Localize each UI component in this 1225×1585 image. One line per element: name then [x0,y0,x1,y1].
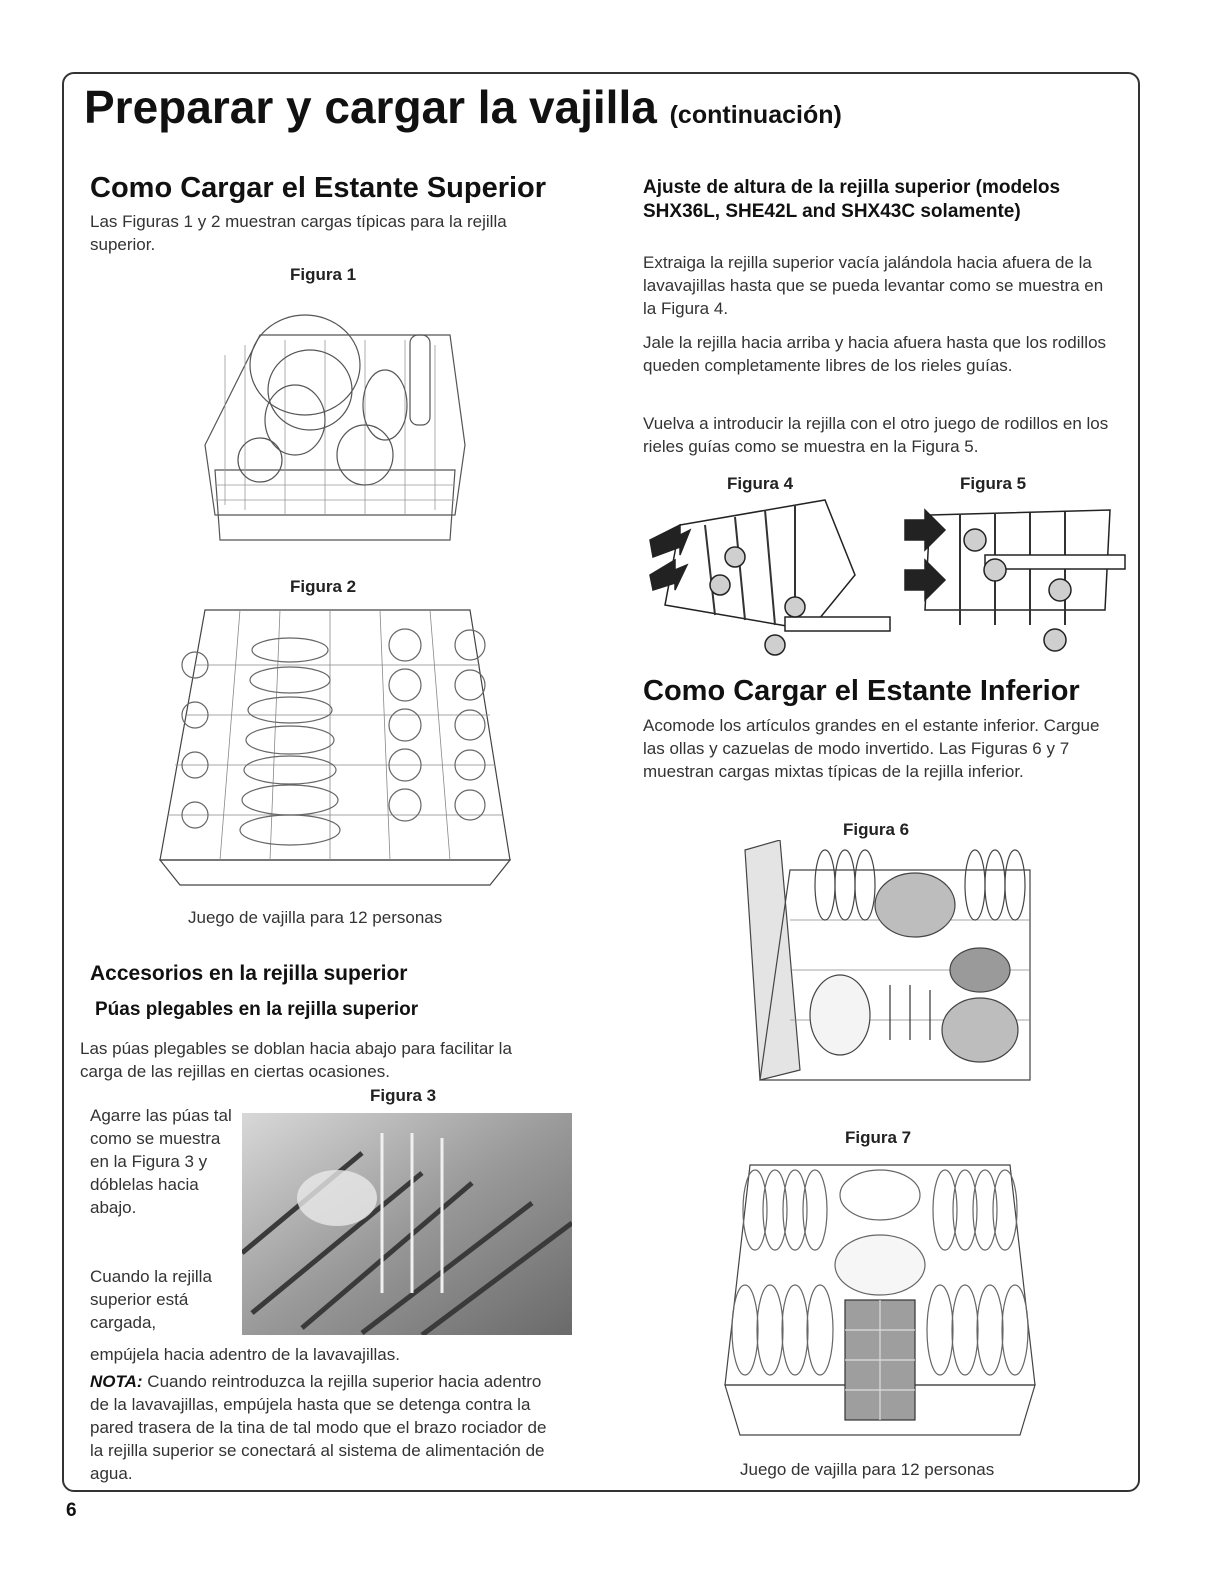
grab-tines-text: Agarre las púas tal como se muestra en la Figura 3 y dóblelas hacia abajo. [90,1106,232,1217]
lower-rack-text: Acomode los artículos grandes en el estante inferior. Cargue las ollas y cazuelas de modo invertido. Las Figuras 6 y 7 muestran cargas mixtas típicas de la rejilla inferior. [643,716,1100,781]
rack-height-step-1: Extraiga la rejilla superior vacía jalándola hacia afuera de la lavavajillas hasta que se pueda levantar como se muestra en la Figura 4. [643,253,1104,318]
figure-4-rack-lift-image [645,495,895,665]
figure-3-tines-photo [242,1113,572,1335]
rack-loaded-text: Cuando la rejilla superior está cargada, [90,1267,212,1332]
note-text: Cuando reintroduzca la rejilla superior hacia adentro de la lavavajillas, empújela hasta que se detenga contra la pared trasera de la tina de tal modo que el brazo rociador de la rejilla superior se conectará al sistema de alimentación de agua. [90,1372,547,1483]
figure-2-caption: Juego de vajilla para 12 personas [188,908,443,927]
rack-height-step-3: Vuelva a introducir la rejilla con el otro juego de rodillos en los rieles guías como se muestra en la Figura 5. [643,414,1109,456]
folding-tines-heading: Púas plegables en la rejilla superior [95,999,419,1020]
rack-height-heading: Ajuste de altura de la rejilla superior (modelos SHX36L, SHE42L and SHX43C solamente) [643,177,1061,222]
figure-1-upper-rack-image [185,295,475,550]
page-title: Preparar y cargar la vajilla (continuación) [84,81,842,133]
figure-7-lower-rack-image [720,1150,1040,1440]
figure-2-label: Figura 2 [290,577,357,596]
figure-2-upper-rack-image [150,605,520,890]
page-number: 6 [66,1500,77,1521]
note-label: NOTA: [90,1372,143,1391]
figure-5-label: Figura 5 [960,474,1027,493]
folding-tines-text: Las púas plegables se doblan hacia abajo para facilitar la carga de las rejillas en ciertas ocasiones. [80,1039,512,1081]
figure-6-lower-rack-image [740,840,1040,1100]
figure-1-label: Figura 1 [290,265,357,284]
figure-7-caption: Juego de vajilla para 12 personas [740,1460,995,1479]
push-rack-text: empújela hacia adentro de la lavavajillas. [90,1345,400,1364]
upper-rack-heading: Como Cargar el Estante Superior [90,172,547,204]
figure-5-rack-reinsert-image [900,495,1130,660]
lower-rack-heading: Como Cargar el Estante Inferior [643,675,1080,707]
figure-3-label: Figura 3 [370,1086,437,1105]
accessories-heading: Accesorios en la rejilla superior [90,962,408,985]
figure-7-label: Figura 7 [845,1128,912,1147]
rack-height-step-2: Jale la rejilla hacia arriba y hacia afuera hasta que los rodillos queden completamente libres de los rieles guías. [643,333,1107,375]
figure-4-label: Figura 4 [727,474,794,493]
note-paragraph [90,1370,560,1485]
upper-rack-intro: Las Figuras 1 y 2 muestran cargas típicas para la rejilla superior. [90,212,507,254]
figure-6-label: Figura 6 [843,820,910,839]
